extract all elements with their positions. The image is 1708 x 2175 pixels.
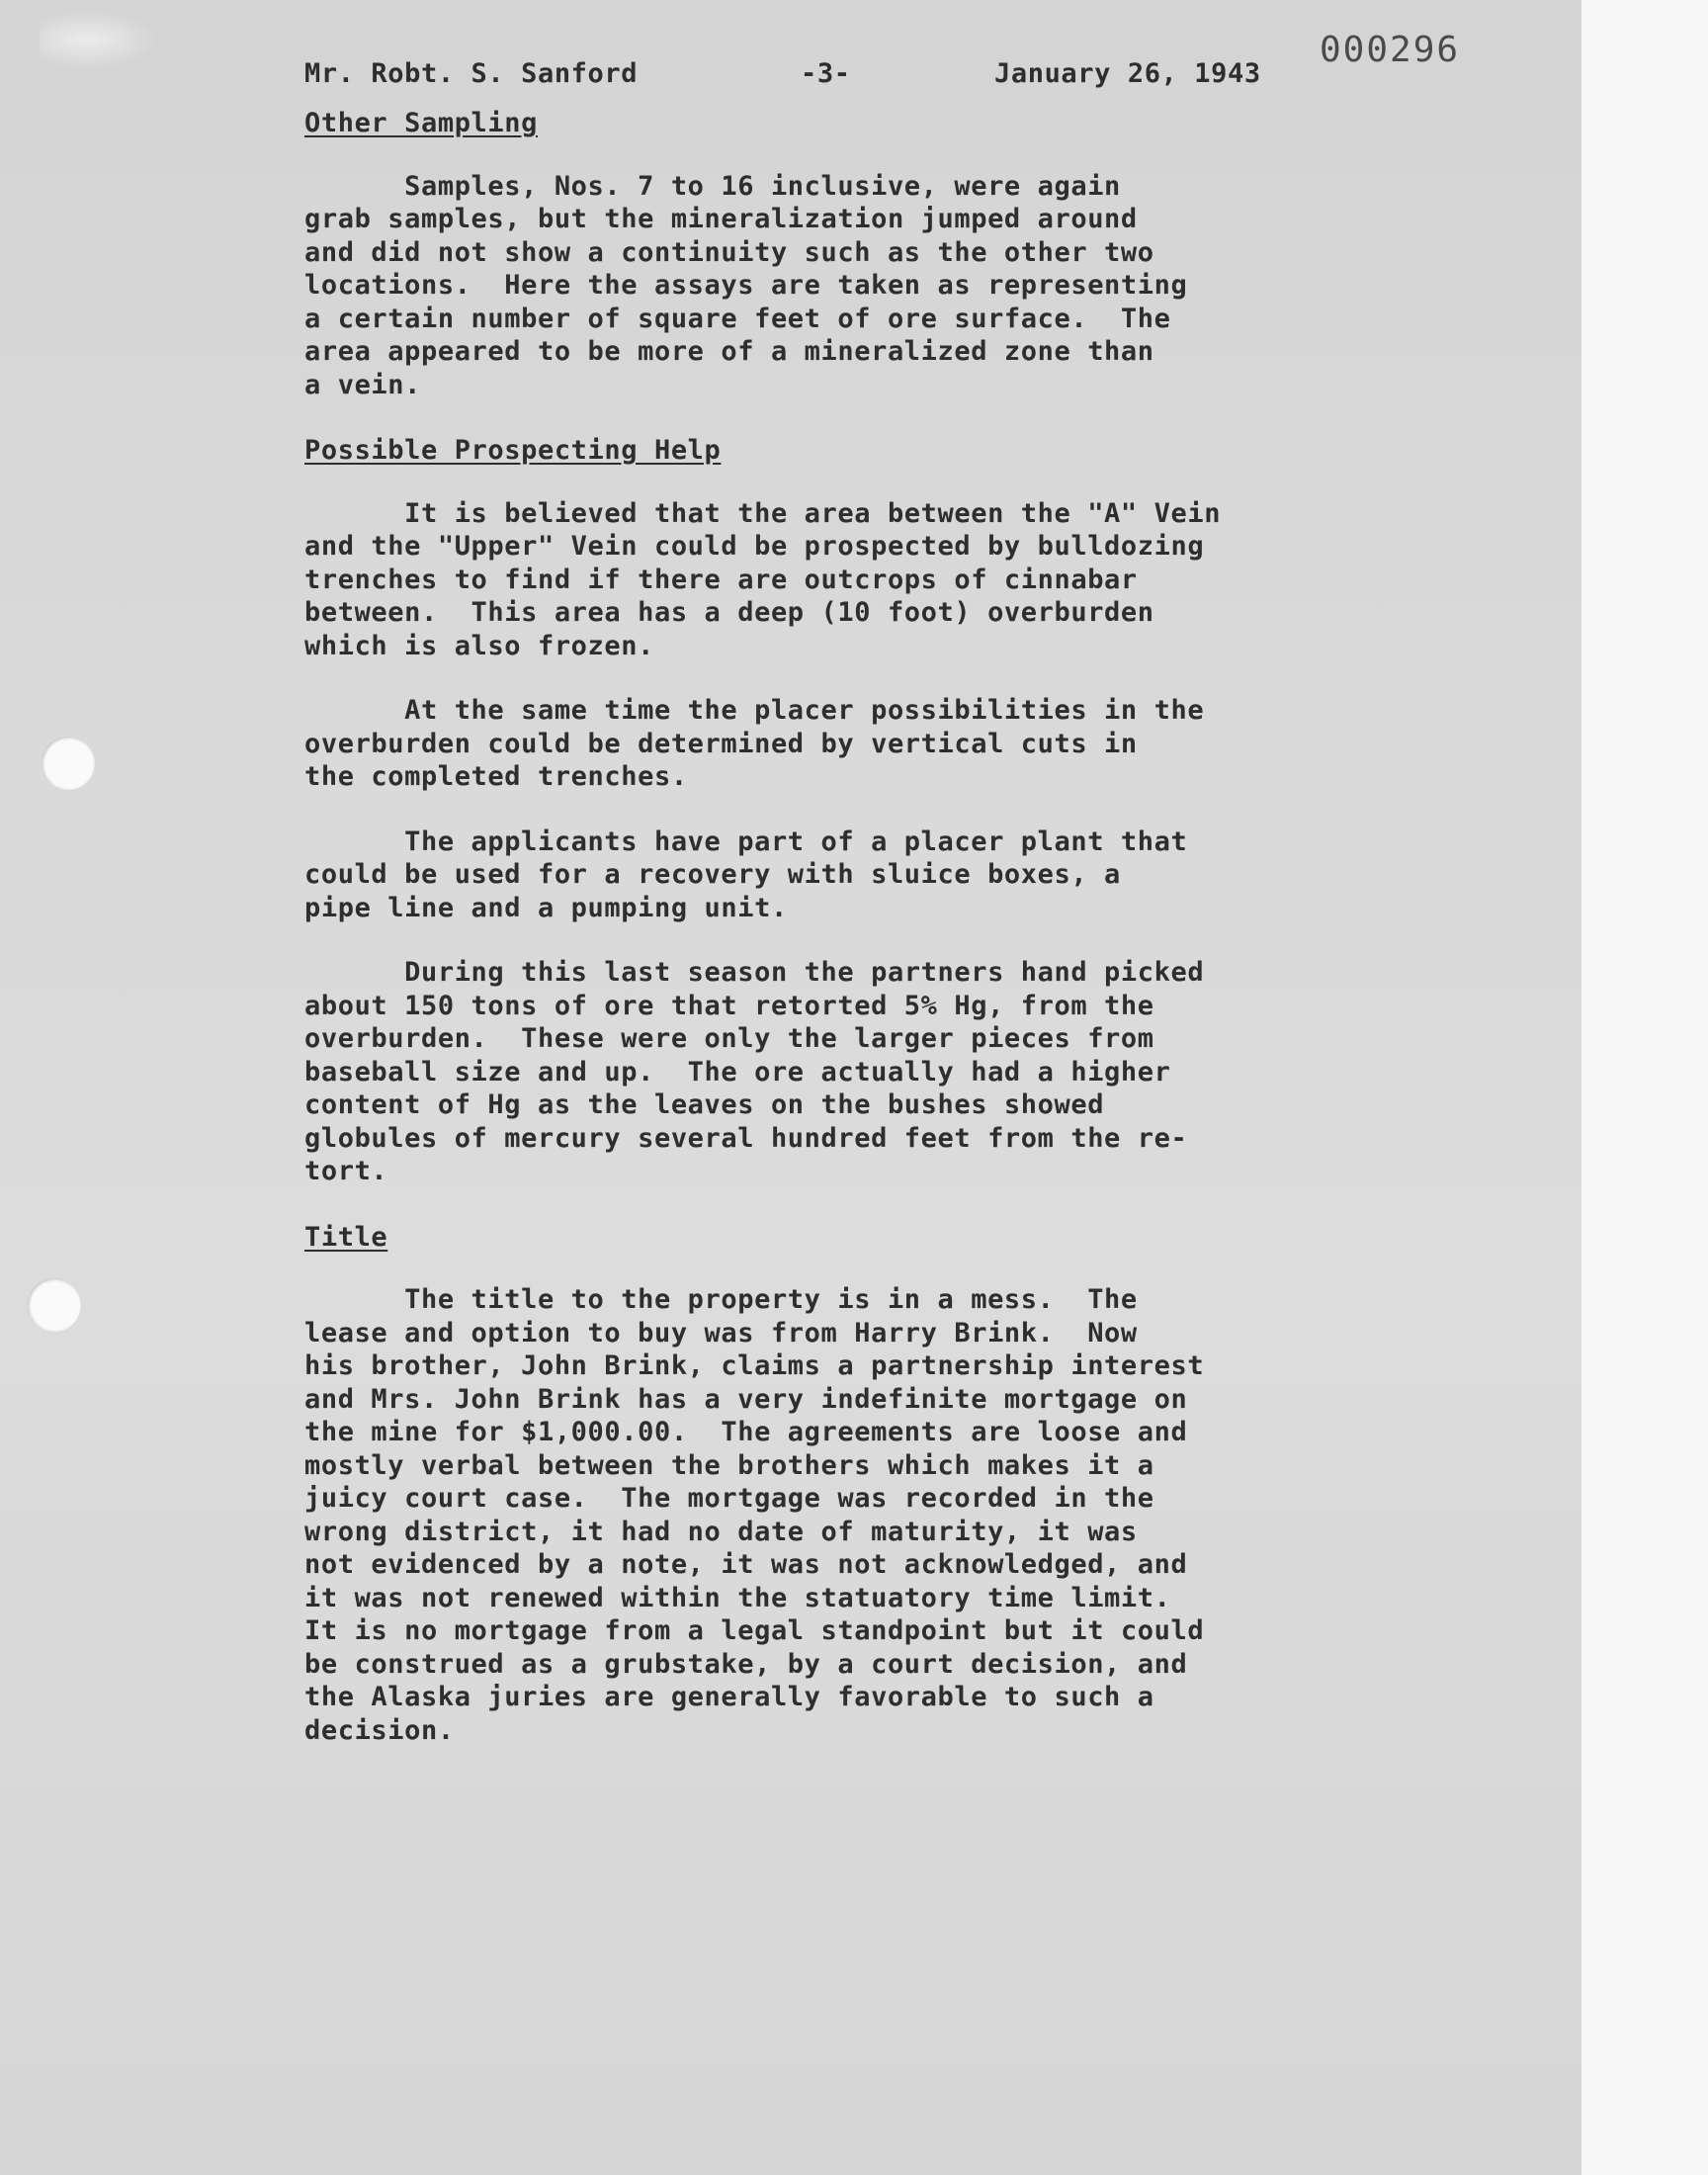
text-line: lease and option to buy was from Harry Brink. Now — [304, 1317, 1138, 1348]
text-line: The title to the property is in a mess. The — [304, 1284, 1138, 1315]
heading-title: Title — [304, 1221, 388, 1253]
paragraph-area-between-veins — [304, 497, 1411, 663]
text-line: be construed as a grubstake, by a court decision, and — [304, 1648, 1188, 1680]
punch-hole-lower — [28, 1278, 81, 1332]
text-line: not evidenced by a note, it was not acknowledged, and — [304, 1549, 1188, 1580]
paragraph-placer-plant — [304, 826, 1411, 925]
text-line: area appeared to be more of a mineralized zone than — [304, 336, 1154, 367]
punch-hole-upper — [42, 737, 95, 790]
document-number: 000296 — [1320, 30, 1461, 70]
text-line: overburden could be determined by vertical cuts in — [304, 728, 1138, 759]
header-date: January 26, 1943 — [994, 58, 1261, 89]
heading-other-sampling: Other Sampling — [304, 108, 538, 138]
paper-crease — [40, 10, 158, 69]
text-line: During this last season the partners hand picked — [304, 957, 1205, 988]
text-line: It is believed that the area between the "A" Vein — [304, 497, 1222, 529]
text-line: grab samples, but the mineralization jumped around — [304, 204, 1138, 234]
text-line: juicy court case. The mortgage was recorded in the — [304, 1483, 1154, 1514]
text-line: a certain number of square feet of ore surface. The — [304, 303, 1171, 334]
text-line: decision. — [304, 1714, 455, 1746]
text-line: locations. Here the assays are taken as representing — [304, 270, 1188, 301]
text-line: his brother, John Brink, claims a partnership interest — [304, 1350, 1205, 1381]
text-line: overburden. These were only the larger pieces from — [304, 1023, 1154, 1054]
paragraph-samples — [304, 170, 1411, 402]
text-line: trenches to find if there are outcrops of cinnabar — [304, 564, 1138, 595]
scan-margin — [1581, 0, 1708, 2175]
text-line: Samples, Nos. 7 to 16 inclusive, were again — [304, 170, 1121, 202]
text-line: about 150 tons of ore that retorted 5% Hg, from the — [304, 990, 1154, 1021]
text-line: the Alaska juries are generally favorable to such a — [304, 1682, 1154, 1712]
text-line: it was not renewed within the statuatory time limit. — [304, 1582, 1171, 1613]
text-line: baseball size and up. The ore actually had a higher — [304, 1056, 1171, 1088]
text-line: a vein. — [304, 369, 421, 400]
text-line: and Mrs. John Brink has a very indefinite mortgage on — [304, 1383, 1188, 1415]
paragraph-title-mess — [304, 1283, 1411, 1747]
text-line: and did not show a continuity such as the other two — [304, 236, 1154, 268]
text-line: It is no mortgage from a legal standpoint but it could — [304, 1615, 1205, 1646]
paragraph-hand-picked-ore — [304, 956, 1411, 1188]
text-line: and the "Upper" Vein could be prospected by bulldozing — [304, 531, 1205, 562]
text-line: could be used for a recovery with sluice boxes, a — [304, 859, 1121, 890]
text-line: wrong district, it had no date of maturity, it was — [304, 1516, 1138, 1547]
paragraph-placer-possibilities — [304, 694, 1411, 794]
text-line: globules of mercury several hundred feet from the re- — [304, 1122, 1188, 1154]
letter-body — [304, 57, 1411, 1747]
text-line: pipe line and a pumping unit. — [304, 892, 788, 923]
header-page-number: -3- — [801, 58, 851, 89]
text-line: mostly verbal between the brothers which makes it a — [304, 1449, 1154, 1481]
letter-header — [304, 57, 1411, 97]
text-line: tort. — [304, 1156, 388, 1186]
text-line: The applicants have part of a placer plant that — [304, 826, 1188, 857]
header-recipient: Mr. Robt. S. Sanford — [304, 58, 639, 89]
text-line: the completed trenches. — [304, 761, 688, 792]
heading-possible-prospecting-help: Possible Prospecting Help — [304, 435, 722, 466]
text-line: which is also frozen. — [304, 630, 654, 661]
text-line: content of Hg as the leaves on the bushes showed — [304, 1089, 1105, 1120]
text-line: the mine for $1,000.00. The agreements are loose and — [304, 1417, 1188, 1447]
text-line: between. This area has a deep (10 foot) overburden — [304, 597, 1154, 628]
text-line: At the same time the placer possibilities in the — [304, 695, 1205, 726]
